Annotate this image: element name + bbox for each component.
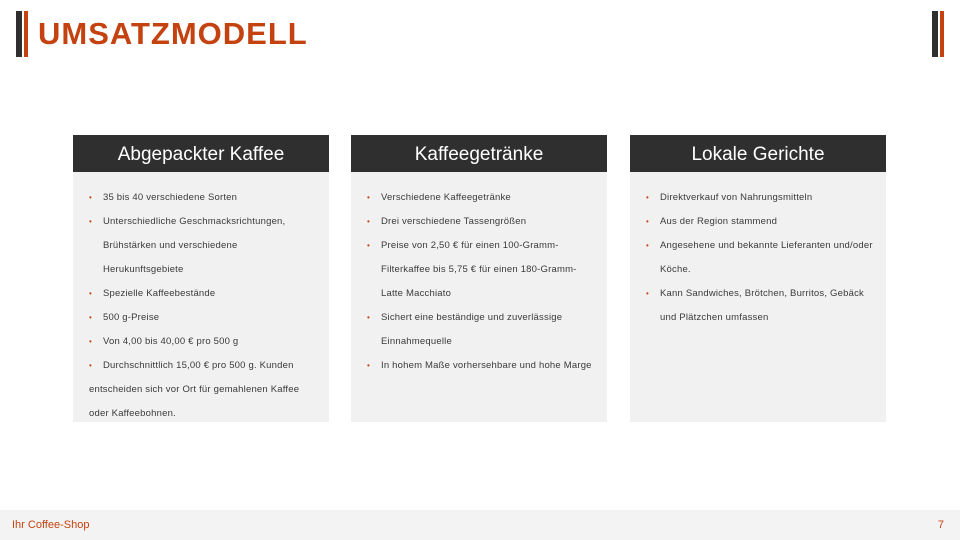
bullet-item [644, 234, 876, 282]
bullet-item [87, 282, 319, 306]
bullet-list [644, 186, 876, 330]
bullet-text-line: Angesehene und bekannte Lieferanten und/oder [660, 240, 873, 251]
bullet-dot-icon: • [367, 217, 371, 226]
column-kaffeegetraenke [351, 135, 607, 422]
bullet-dot-icon: • [89, 337, 93, 346]
bullet-dot-icon: • [367, 193, 371, 202]
bullet-dot-icon: • [367, 241, 371, 250]
bullet-text-line: Von 4,00 bis 40,00 € pro 500 g [103, 336, 239, 347]
column-heading: Abgepackter Kaffee [73, 135, 329, 172]
slide-title: UMSATZMODELL [38, 16, 308, 51]
bullet-item [87, 186, 319, 210]
title-accent-bar-orange [24, 11, 28, 57]
column-body [73, 172, 329, 422]
bullet-item [365, 354, 597, 378]
bullet-item [644, 186, 876, 210]
bullet-text-line: Einnahmequelle [381, 336, 452, 347]
bullet-text-line: Köche. [660, 264, 691, 275]
bullet-text-line: und Plätzchen umfassen [660, 312, 769, 323]
column-body [630, 172, 886, 422]
column-lokale-gerichte [630, 135, 886, 422]
bullet-text-line: Direktverkauf von Nahrungsmitteln [660, 192, 813, 203]
footer-bar [0, 510, 960, 540]
footer-brand: Ihr Coffee-Shop [12, 519, 90, 531]
column-body [351, 172, 607, 422]
bullet-text-line: Latte Macchiato [381, 288, 452, 299]
bullet-item [365, 210, 597, 234]
bullet-text-line: Brühstärken und verschiedene [103, 240, 238, 251]
bullet-continuation [87, 402, 319, 426]
bullet-text-line: 35 bis 40 verschiedene Sorten [103, 192, 238, 203]
bullet-item [365, 306, 597, 354]
column-heading: Kaffeegetränke [351, 135, 607, 172]
bullet-text-line: Kann Sandwiches, Brötchen, Burritos, Gebäck [660, 288, 864, 299]
bullet-dot-icon: • [89, 193, 93, 202]
bullet-dot-icon: • [89, 217, 93, 226]
bullet-list [87, 186, 319, 426]
bullet-item [87, 330, 319, 354]
title-accent-bar-dark [16, 11, 22, 57]
bullet-dot-icon: • [646, 289, 650, 298]
bullet-dot-icon: • [646, 241, 650, 250]
bullet-text-line: Drei verschiedene Tassengrößen [381, 216, 527, 227]
bullet-item [365, 234, 597, 306]
bullet-text-line: Herukunftsgebiete [103, 264, 184, 275]
bullet-text-line: oder Kaffeebohnen. [89, 408, 176, 419]
bullet-item [87, 354, 319, 378]
bullet-item [365, 186, 597, 210]
bullet-dot-icon: • [89, 289, 93, 298]
bullet-text-line: Verschiedene Kaffeegetränke [381, 192, 511, 203]
bullet-item [87, 306, 319, 330]
bullet-text-line: Aus der Region stammend [660, 216, 778, 227]
bullet-dot-icon: • [89, 313, 93, 322]
bullet-text-line: Sichert eine beständige und zuverlässige [381, 312, 563, 323]
bullet-dot-icon: • [367, 313, 371, 322]
bullet-text-line: entscheiden sich vor Ort für gemahlenen Kaffee [89, 384, 300, 395]
bullet-dot-icon: • [646, 217, 650, 226]
bullet-text-line: Spezielle Kaffeebestände [103, 288, 216, 299]
page-number: 7 [937, 519, 944, 531]
column-heading: Lokale Gerichte [630, 135, 886, 172]
bullet-list [365, 186, 597, 378]
bullet-dot-icon: • [646, 193, 650, 202]
bullet-dot-icon: • [89, 361, 93, 370]
bullet-dot-icon: • [367, 361, 371, 370]
bullet-text-line: In hohem Maße vorhersehbare und hohe Marge [381, 360, 592, 371]
bullet-text-line: Durchschnittlich 15,00 € pro 500 g. Kunden [103, 360, 294, 371]
bullet-item [644, 210, 876, 234]
column-abgepackter-kaffee [73, 135, 329, 422]
bullet-text-line: Unterschiedliche Geschmacksrichtungen, [103, 216, 286, 227]
bullet-item [644, 282, 876, 330]
bullet-item [87, 210, 319, 282]
corner-accent-bar-orange [940, 11, 944, 57]
bullet-text-line: Filterkaffee bis 5,75 € für einen 180-Gramm- [381, 264, 577, 275]
bullet-text-line: Preise von 2,50 € für einen 100-Gramm- [381, 240, 559, 251]
corner-accent-bar-dark [932, 11, 938, 57]
bullet-continuation [87, 378, 319, 402]
bullet-text-line: 500 g-Preise [103, 312, 160, 323]
